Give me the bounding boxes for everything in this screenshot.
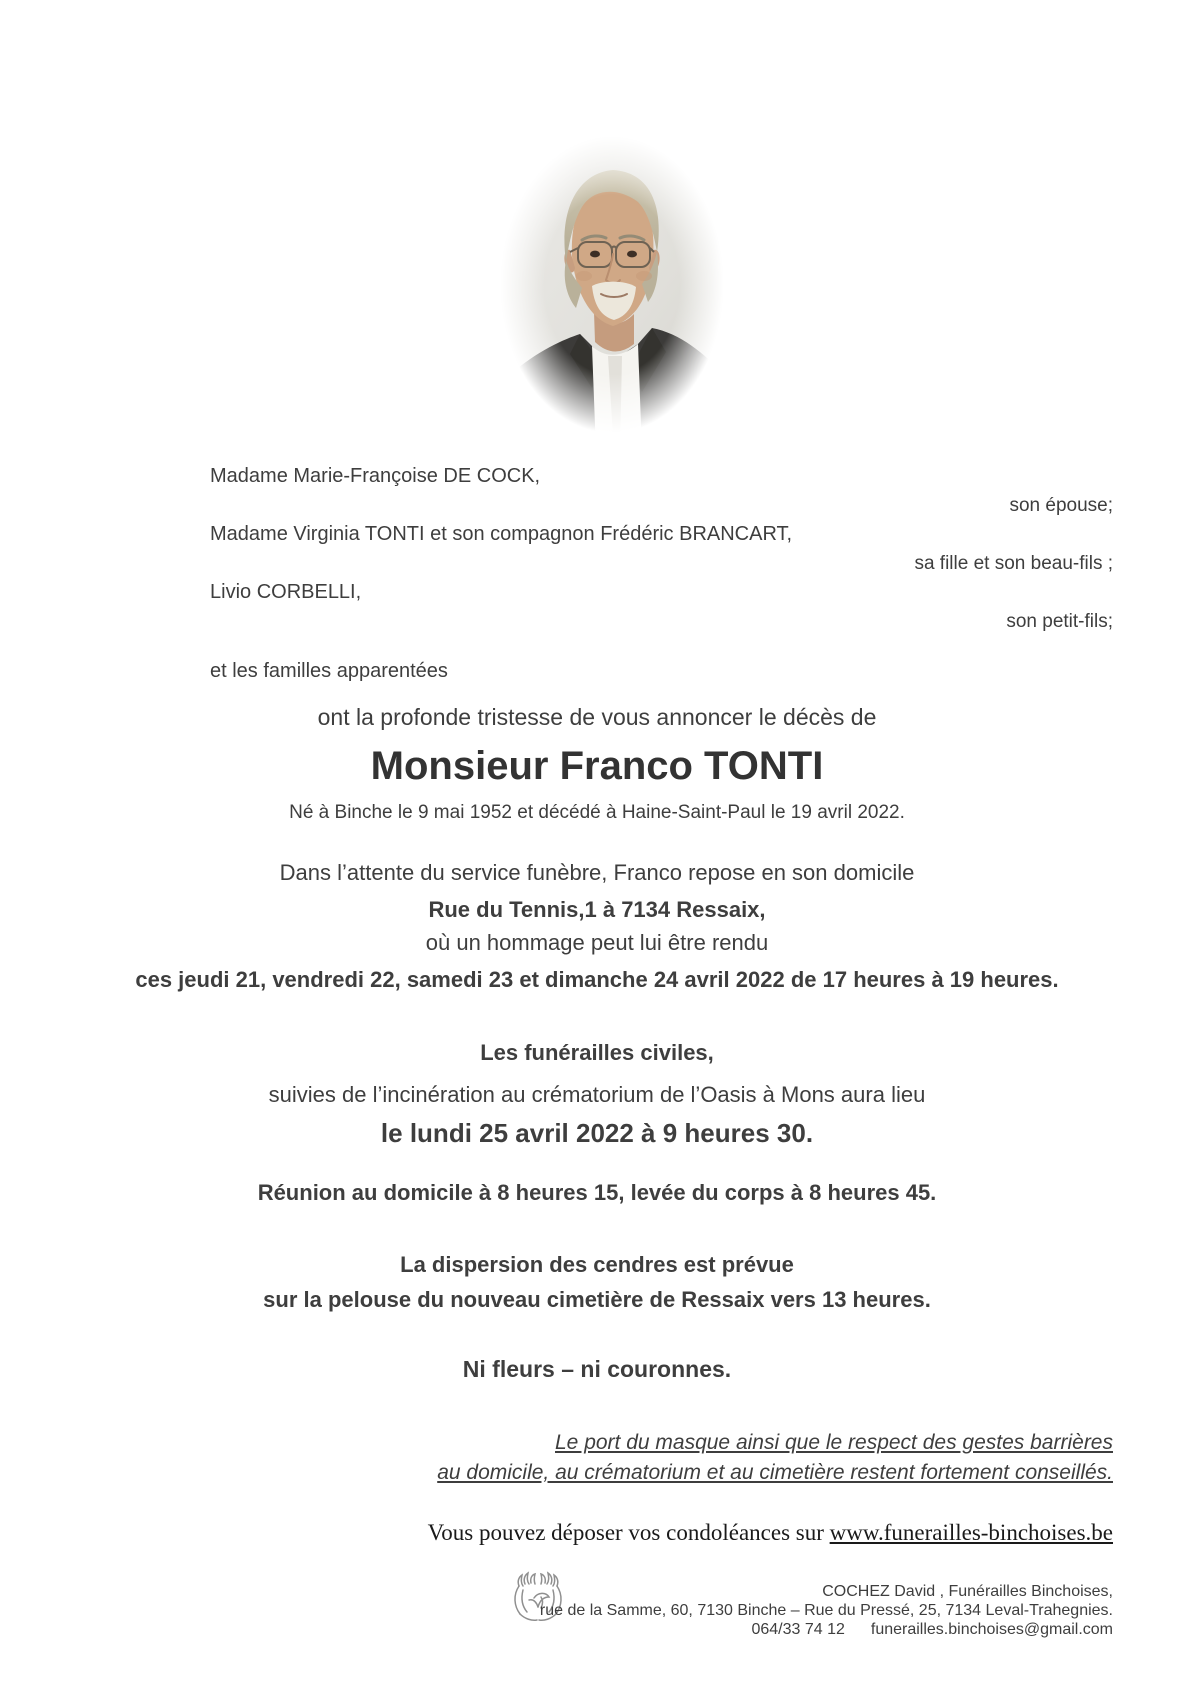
phone-number: 064/33 74 12 bbox=[751, 1621, 845, 1638]
announcement-line: ont la profonde tristesse de vous annoncer le décès de bbox=[317, 704, 877, 730]
repose-address: Rue du Tennis,1 à 7134 Ressaix, bbox=[428, 897, 766, 922]
email-address: funerailles.binchoises@gmail.com bbox=[870, 1621, 1113, 1638]
deceased-name-title: Monsieur Franco TONTI bbox=[370, 744, 824, 788]
family-member-name: Madame Virginia TONTI et son compagnon Frédéric BRANCART, bbox=[210, 523, 793, 545]
no-flowers-line: Ni fleurs – ni couronnes. bbox=[462, 1356, 732, 1382]
dispersion-line-1: La dispersion des cendres est prévue bbox=[400, 1252, 794, 1277]
portrait-illustration bbox=[500, 130, 724, 452]
family-member-relation: son petit-fils; bbox=[1006, 611, 1113, 632]
visitation-schedule: ces jeudi 21, vendredi 22, samedi 23 et dimanche 24 avril 2022 de 17 heures à 19 heures. bbox=[135, 967, 1059, 992]
mask-notice-line-1: Le port du masque ainsi que le respect des gestes barrières bbox=[555, 1431, 1113, 1454]
funeral-date-line: le lundi 25 avril 2022 à 9 heures 30. bbox=[380, 1118, 814, 1148]
homage-line: où un hommage peut lui être rendu bbox=[425, 930, 769, 955]
funeral-home-name: COCHEZ David , Funérailles Binchoises, bbox=[822, 1583, 1113, 1600]
life-dates-line: Né à Binche le 9 mai 1952 et décédé à Haine-Saint-Paul le 19 avril 2022. bbox=[289, 802, 905, 823]
deceased-portrait-photo bbox=[500, 130, 724, 452]
condolences-website-link[interactable]: www.funerailles-binchoises.be bbox=[829, 1520, 1113, 1545]
condolences-line bbox=[100, 1520, 1113, 1546]
cremation-line: suivies de l’incinération au crématorium de l’Oasis à Mons aura lieu bbox=[268, 1082, 926, 1107]
funeral-home-address: rue de la Samme, 60, 7130 Binche – Rue du Pressé, 25, 7134 Leval-Trahegnies. bbox=[539, 1602, 1113, 1619]
family-member-relation: sa fille et son beau-fils ; bbox=[914, 553, 1113, 574]
related-families-line: et les familles apparentées bbox=[210, 660, 448, 682]
meeting-line: Réunion au domicile à 8 heures 15, levée du corps à 8 heures 45. bbox=[257, 1180, 937, 1205]
family-member-name: Livio CORBELLI, bbox=[210, 581, 362, 603]
condolences-text: Vous pouvez déposer vos condoléances sur bbox=[427, 1520, 830, 1545]
family-list bbox=[210, 462, 1113, 636]
funeral-home-contact bbox=[400, 1582, 1113, 1639]
funeral-type-line: Les funérailles civiles, bbox=[480, 1040, 714, 1065]
repose-line: Dans l’attente du service funèbre, Franco repose en son domicile bbox=[279, 860, 915, 885]
family-member-relation: son épouse; bbox=[1009, 495, 1113, 516]
funeral-home-phone-email bbox=[400, 1620, 1113, 1639]
mask-notice bbox=[210, 1428, 1113, 1488]
family-member-name: Madame Marie-Françoise DE COCK, bbox=[210, 465, 541, 487]
mask-notice-line-2: au domicile, au crématorium et au cimetière restent fortement conseillés. bbox=[437, 1461, 1113, 1484]
dispersion-line-2: sur la pelouse du nouveau cimetière de Ressaix vers 13 heures. bbox=[263, 1287, 931, 1312]
